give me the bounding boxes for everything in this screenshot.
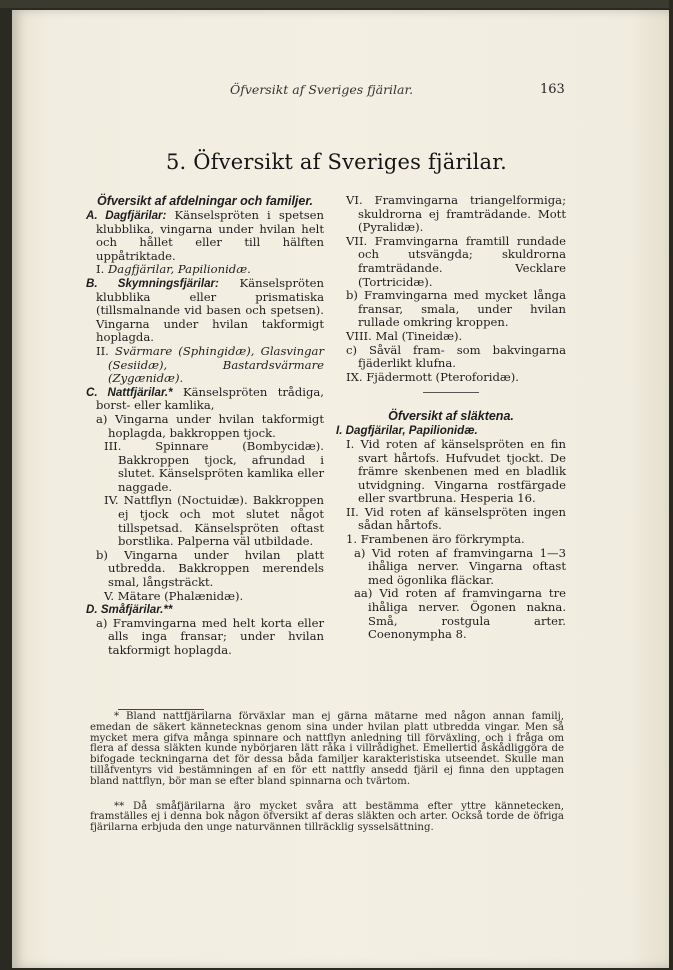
footnote-rule (118, 709, 204, 710)
entry-c-b: b) Vingarna under hvilan platt utbredda. Bakkroppen merendels smal, långsträckt. (96, 547, 324, 590)
entry-iii: III. Spinnare (Bombycidæ). Bakkroppen tjock, afrundad i slutet. Känselspröten kamlika eller naggade. (104, 439, 324, 494)
book-edge (0, 0, 669, 8)
entry-r-c: c) Såväl fram- som bakvingarna fjäderlikt klufna. (346, 342, 566, 371)
entry-c-a: a) Vingarna under hvilan takformigt hoplagda, bakkroppen tjock. (96, 411, 324, 440)
entry-b (86, 277, 324, 345)
page-number: 163 (540, 82, 565, 97)
section-divider (423, 392, 479, 393)
entry-vii: VII. Framvingarna framtill rundade och utsvängda; skuldrorna framträdande. Vecklare (Tortricidæ). (346, 233, 566, 289)
footnotes (90, 712, 564, 848)
text-ii: Svärmare (Sphingidæ), Glasvingar (Sesiidæ), Bastardsvärmare (Zygænidæ). (108, 343, 324, 386)
section-title: 5. Öfversikt af Sveriges fjärilar. (165, 150, 508, 174)
subheading-papilionidae: I. Dagfjärilar, Papilionidæ. (336, 424, 478, 438)
label-b: B. Skymningsfjärilar: (86, 276, 219, 290)
heading-families: Öfversikt af afdelningar och familjer. (96, 194, 314, 208)
text-c: Känselspröten trådiga, borst- eller kamlika, (96, 384, 324, 413)
entry-v: V. Mätare (Phalænidæ). (104, 588, 244, 603)
right-column (336, 194, 566, 642)
text-b: Känselspröten klubblika eller prismatiska (tillsmalnande vid basen och spetsen). Vingarna under hvilan takformigt hoplagda. (96, 275, 324, 345)
entry-r-b: b) Framvingarna med mycket långa fransar, smala, under hvilan rullade omkring kroppen. (346, 288, 566, 330)
left-column (86, 194, 324, 658)
entry-d (86, 603, 324, 617)
heading-genera: Öfversikt af släktena. (388, 409, 514, 424)
footnote-2: ** Då småfjärilarna äro mycket svåra att bestämma efter yttre kännetecken, framställes ej i denna bok någon öfversikt af deras släkten och arter. Också torde de öfriga fjärilarna erbjuda den unge naturvännen tillräcklig sysselsättning. (90, 800, 564, 834)
entry-i (86, 263, 324, 277)
entry-iv: IV. Nattflyn (Noctuidæ). Bakkroppen ej tjock och mot slutet något tillspetsad. Känselspröten oftast borstlika. Palperna väl utbildade. (104, 493, 324, 549)
entry-d-a: a) Framvingarna med helt korta eller alls inga fransar; under hvilan takformigt hoplagda. (96, 615, 324, 657)
genus-entry-1: I. Vid roten af känselspröten en fin svart hårtofs. Hufvudet tjockt. De främre skenbenen med en bladlik utvidgning. Vingarna rostfärgade eller svartbruna. Hesperia 16. (346, 436, 566, 506)
footnote-1: * Bland nattfjärilarna förväxlar man ej gärna mätarne med någon annan familj, emedan de säkert kännetecknas genom sina under hvilan platt utbredda vingar. Men så mycket mera gifva många spinnare och nattflyn anledning till förväxling, och i fråga om flera af dessa släkten kunde nybörjaren lätt råka i villrådighet. Emellertid åskådliggöra de bifogade teckningarna det för dessa båda familjer karakteristiska utseendet. Skulle man tillåfventyrs vid bestämningen af en för ett nattfly ansedd fjäril ej finna den upptagen bland nattflyn, bör man se efter bland spinnarna och tvärtom. (90, 711, 564, 787)
genus-entry-4: a) Vid roten af framvingarna 1—3 ihåliga nerver. Vingarna oftast med ögonlika fläckar. (354, 545, 566, 587)
entry-a (86, 209, 324, 263)
label-d: D. Småfjärilar.** (86, 603, 173, 617)
label-c: C. Nattfjärilar.* (86, 385, 173, 399)
label-a: A. Dagfjärilar: (86, 209, 167, 222)
text-i: Dagfjärilar, Papilionidæ. (107, 262, 251, 277)
genus-entry-3: 1. Frambenen äro förkrympta. (346, 532, 525, 547)
running-title: Öfversikt af Sveriges fjärilar. (230, 82, 414, 97)
num-i: I. (96, 262, 105, 277)
entry-ix: IX. Fjädermott (Pteroforidæ). (346, 369, 519, 384)
entry-c (86, 386, 324, 413)
num-ii: II. (96, 343, 109, 358)
entry-viii: VIII. Mal (Tineidæ). (346, 328, 463, 343)
text-a: Känselspröten i spetsen klubblika, vingarna under hvilan helt och hållet eller till hälften uppåtriktade. (96, 208, 324, 263)
entry-vi: VI. Framvingarna triangelformiga; skuldrorna ej framträdande. Mott (Pyralidæ). (346, 193, 566, 235)
genus-entry-2: II. Vid roten af känselspröten ingen sådan hårtofs. (346, 504, 566, 533)
entry-ii (86, 345, 324, 386)
genus-entry-5: aa) Vid roten af framvingarna tre ihåliga nerver. Ögonen nakna. Små, rostgula arter. Coenonympha 8. (354, 586, 566, 642)
